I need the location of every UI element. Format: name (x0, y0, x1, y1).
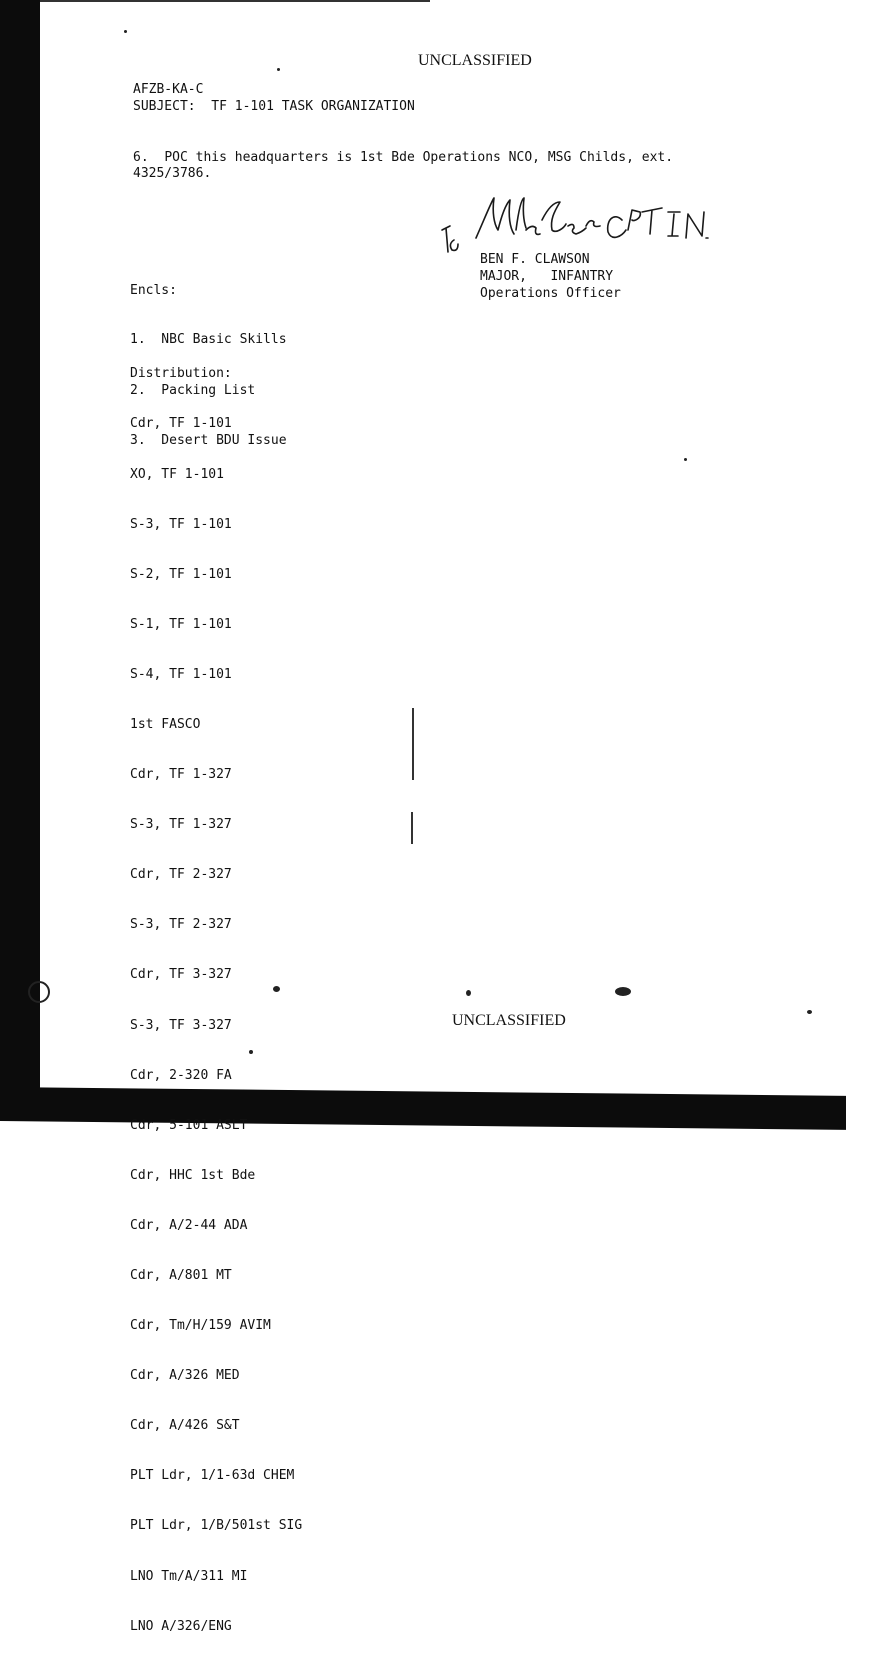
punch-hole-mark (26, 980, 56, 1006)
subject-line (133, 99, 415, 116)
distribution-item: Cdr, 5-101 ASLT (130, 1117, 248, 1133)
signer-name: BEN F. CLAWSON (480, 252, 590, 267)
distribution-item: Cdr, Tm/H/159 AVIM (130, 1318, 271, 1334)
paragraph-line-2: 4325/3786. (133, 166, 212, 181)
distribution-item: 1st FASCO (130, 716, 201, 732)
paragraph-number: 6. (133, 150, 149, 165)
paragraph-line-1: POC this headquarters is 1st Bde Operations NCO, MSG Childs, ext. (164, 150, 674, 165)
scan-speck (277, 68, 280, 71)
subject-label: SUBJECT: (133, 99, 196, 114)
subject-text: TF 1-101 TASK ORGANIZATION (211, 99, 415, 114)
footer-classification: UNCLASSIFIED (452, 1012, 566, 1029)
distribution-item: Cdr, TF 1-327 (130, 767, 232, 783)
distribution-item: Cdr, A/2-44 ADA (130, 1217, 248, 1233)
scan-blot (615, 987, 631, 996)
distribution-item: PLT Ldr, 1/1-63d CHEM (130, 1468, 295, 1484)
scan-blot (273, 986, 280, 992)
distribution-item: S-3, TF 1-101 (130, 516, 232, 532)
scan-speck (249, 1050, 253, 1054)
distribution-item: S-3, TF 2-327 (130, 917, 232, 933)
distribution-item: S-4, TF 1-101 (130, 666, 232, 682)
scan-speck (807, 1010, 812, 1014)
distribution-item: Cdr, TF 2-327 (130, 867, 232, 883)
distribution-item: S-3, TF 3-327 (130, 1017, 232, 1033)
distribution-item: XO, TF 1-101 (130, 466, 224, 482)
distribution-list (130, 383, 302, 1669)
paragraph-6 (133, 150, 673, 167)
enclosure-item: 3. Desert BDU Issue (130, 432, 287, 448)
distribution-item: S-1, TF 1-101 (130, 616, 232, 632)
enclosure-item: 1. NBC Basic Skills (130, 332, 287, 348)
scan-speck (124, 30, 127, 33)
scan-top-edge (40, 0, 430, 5)
distribution-item: Cdr, 2-320 FA (130, 1067, 232, 1083)
scan-speck (684, 458, 687, 461)
enclosure-item: 2. Packing List (130, 382, 256, 398)
distribution-item: Cdr, A/801 MT (130, 1268, 232, 1283)
page-number (466, 985, 474, 1002)
header-classification: UNCLASSIFIED (418, 52, 532, 69)
signer-rank: MAJOR, INFANTRY (480, 269, 614, 284)
distribution-item: S-2, TF 1-101 (130, 566, 232, 582)
distribution-item: LNO Tm/A/311 MI (130, 1568, 248, 1584)
distribution-item: Cdr, HHC 1st Bde (130, 1167, 256, 1183)
scan-bottom-border (0, 1087, 846, 1130)
enclosures-heading: Encls: (130, 283, 177, 298)
scan-mark-line (411, 812, 413, 844)
distribution-item: Cdr, TF 3-327 (130, 967, 232, 983)
scan-left-border (0, 0, 40, 1100)
distribution-item: LNO A/326/ENG (130, 1618, 232, 1634)
signer-title: Operations Officer (480, 286, 621, 301)
distribution-item: Cdr, A/426 S&T (130, 1418, 240, 1434)
office-symbol: AFZB-KA-C (133, 82, 204, 97)
distribution-item: Cdr, TF 1-101 (130, 416, 232, 432)
scan-mark-line (412, 708, 414, 780)
distribution-item: S-3, TF 1-327 (130, 817, 232, 833)
distribution-heading: Distribution: (130, 366, 232, 381)
distribution-item: Cdr, A/326 MED (130, 1368, 240, 1384)
distribution-item: PLT Ldr, 1/B/501st SIG (130, 1518, 303, 1534)
